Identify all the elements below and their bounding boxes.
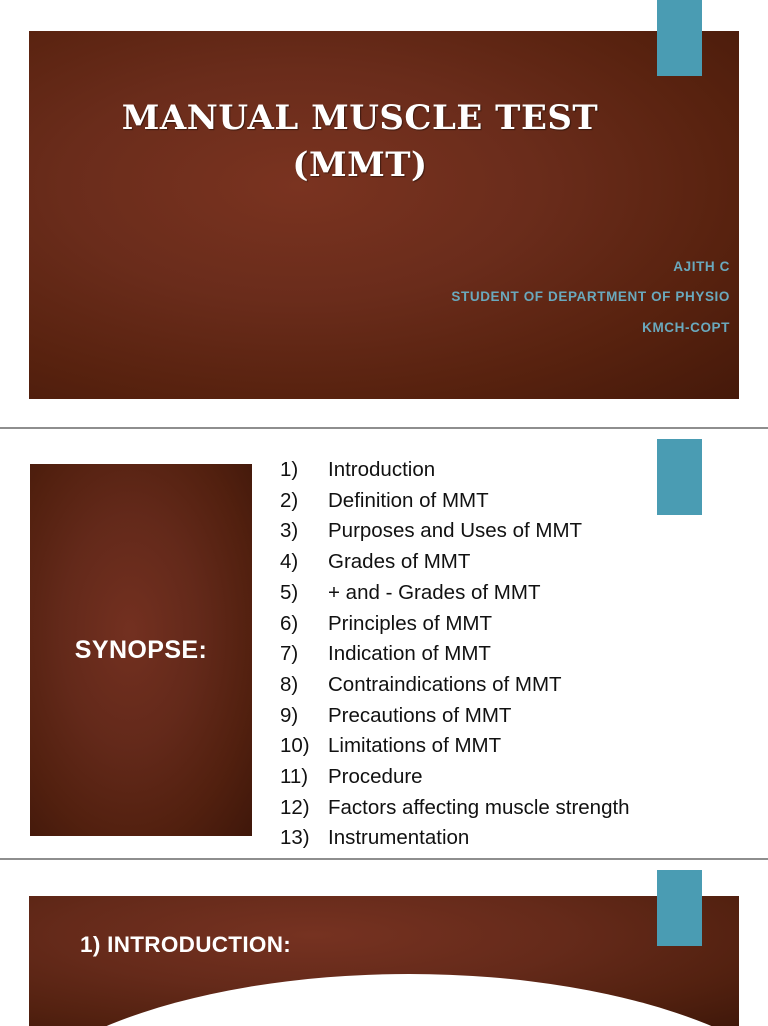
- list-item-label: Procedure: [328, 765, 423, 789]
- list-item: [280, 670, 750, 701]
- list-item-label: + and - Grades of MMT: [328, 580, 541, 604]
- list-item-label: Factors affecting muscle strength: [328, 795, 630, 819]
- slide-synopsis: [0, 427, 768, 857]
- list-item-label: Indication of MMT: [328, 642, 491, 666]
- list-item-label: Principles of MMT: [328, 611, 493, 635]
- author-name: AJITH C: [673, 259, 730, 274]
- slide-title: [0, 0, 768, 424]
- author-affiliation: STUDENT OF DEPARTMENT OF PHYSIO: [451, 289, 730, 305]
- list-item-label: Introduction: [328, 458, 436, 481]
- author-institution: KMCH-COPT: [642, 319, 730, 335]
- synopsis-list: [280, 455, 750, 854]
- synopsis-label: SYNOPSE:: [74, 635, 208, 664]
- list-item: [280, 609, 750, 640]
- list-item-number: 10): [280, 734, 310, 758]
- list-item: [280, 823, 750, 854]
- list-item: [280, 762, 750, 793]
- list-item-number: 1): [280, 458, 299, 481]
- list-item-number: 8): [280, 672, 299, 696]
- list-item: [280, 486, 750, 517]
- list-item: [280, 793, 750, 824]
- introduction-banner: [29, 896, 739, 1026]
- list-item-number: 11): [280, 765, 309, 789]
- accent-tab-icon: [657, 0, 702, 76]
- slide-title-background: [29, 31, 739, 399]
- list-item-label: Instrumentation: [328, 826, 470, 850]
- list-item-number: 13): [280, 826, 310, 850]
- list-item-label: Contraindications of MMT: [328, 672, 562, 696]
- list-item-number: 9): [280, 703, 299, 727]
- list-item: [280, 547, 750, 578]
- list-item-label: Grades of MMT: [328, 550, 471, 574]
- list-item-number: 4): [280, 550, 299, 574]
- list-item-number: 3): [280, 519, 299, 543]
- list-item: [280, 731, 750, 762]
- page-title: MANUAL MUSCLE TEST (MMT): [121, 98, 599, 185]
- list-item: [280, 516, 750, 547]
- list-item-number: 2): [280, 488, 299, 512]
- list-item-number: 7): [280, 642, 299, 666]
- list-item-number: 12): [280, 795, 310, 819]
- list-item-label: Purposes and Uses of MMT: [328, 519, 583, 543]
- list-item-number: 5): [280, 580, 299, 604]
- list-item: [280, 639, 750, 670]
- list-item-label: Limitations of MMT: [328, 734, 502, 758]
- list-item-label: Definition of MMT: [328, 488, 489, 512]
- title-byline: [170, 252, 730, 343]
- list-item-number: 6): [280, 611, 299, 635]
- synopsis-label-panel: [30, 464, 252, 836]
- accent-tab-icon: [657, 870, 702, 946]
- section-heading: 1) INTRODUCTION:: [80, 932, 292, 957]
- list-item: [280, 701, 750, 732]
- banner-curve-decoration: [29, 974, 739, 1026]
- list-item: [280, 578, 750, 609]
- list-item: [280, 455, 750, 486]
- list-item-label: Precautions of MMT: [328, 703, 512, 727]
